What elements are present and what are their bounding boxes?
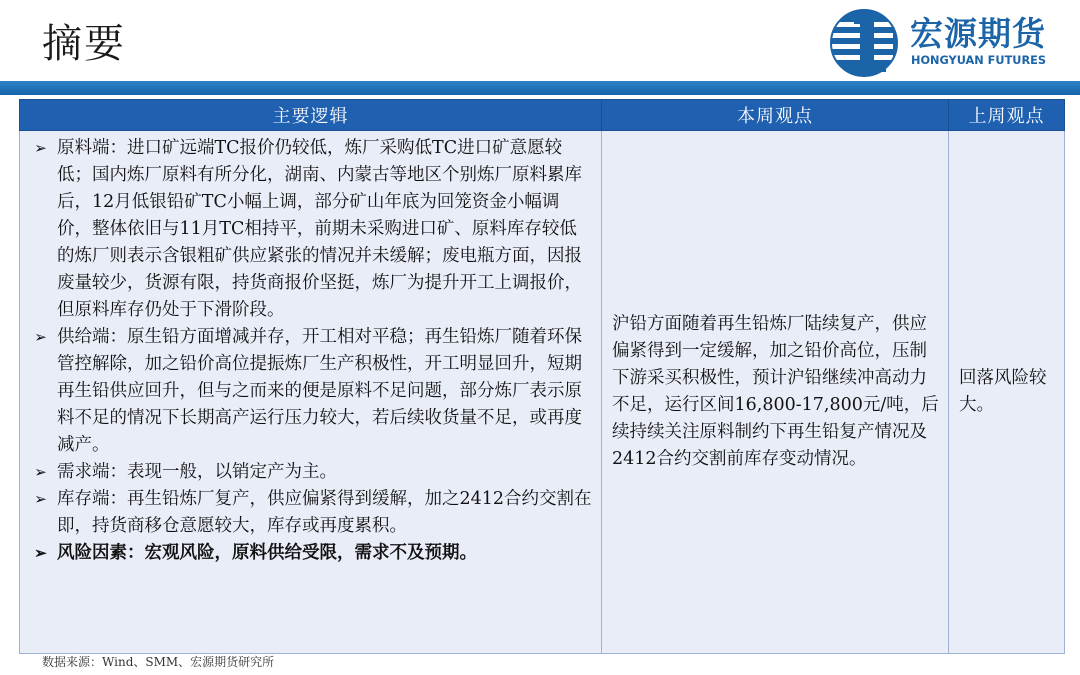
header-this-week-view: 本周观点	[602, 100, 949, 131]
logic-item-inventory	[24, 486, 593, 540]
page-title: 摘要	[42, 21, 126, 67]
logic-text-inventory: 库存端：再生铅炼厂复产，供应偏紧得到缓解，加之2412合约交割在即，持货商移仓意愿较大，库存或再度累积。	[57, 489, 592, 536]
last-week-view-cell: 回落风险较大。	[949, 131, 1065, 654]
arrow-bullet-icon: ➢	[34, 490, 47, 508]
logo-english-name: HONGYUAN FUTURES	[911, 54, 1046, 67]
table-row	[20, 131, 1065, 654]
summary-table	[19, 99, 1065, 654]
header-band	[0, 81, 1080, 95]
logic-item-risk	[24, 540, 593, 567]
logo-chinese-name: 宏源期货	[910, 14, 1046, 53]
header-main-logic: 主要逻辑	[20, 100, 602, 131]
logic-item-supply	[24, 324, 593, 459]
arrow-bullet-icon: ➢	[34, 139, 47, 157]
logic-item-demand	[24, 459, 593, 486]
logic-text-risk: 风险因素：宏观风险，原料供给受限，需求不及预期。	[57, 543, 477, 563]
main-logic-cell	[20, 131, 602, 654]
table-header-row	[20, 100, 1065, 131]
header-band-divider	[0, 95, 1080, 98]
header-last-week-view: 上周观点	[949, 100, 1065, 131]
hongyuan-logo-icon	[828, 8, 902, 78]
company-logo	[828, 8, 1073, 78]
arrow-bullet-icon: ➢	[34, 544, 47, 562]
data-source-note: 数据来源：Wind、SMM、宏源期货研究所	[42, 655, 275, 669]
this-week-view-cell: 沪铅方面随着再生铅炼厂陆续复产，供应偏紧得到一定缓解，加之铅价高位，压制下游采买积极性，预计沪铅继续冲高动力不足，运行区间16,800-17,800元/吨，后续持续关注原料制约下再生铅复产情况及2412合约交割前库存变动情况。	[602, 131, 949, 654]
logic-text-raw-materials: 原料端：进口矿远端TC报价仍较低，炼厂采购低TC进口矿意愿较低；国内炼厂原料有所分化，湖南、内蒙古等地区个别炼厂原料累库后，12月低银铅矿TC小幅上调，部分矿山年底为回笼资金小幅调价，整体依旧与11月TC相持平，前期未采购进口矿、原料库存较低的炼厂则表示含银粗矿供应紧张的情况并未缓解；废电瓶方面，因报废量较少，货源有限，持货商报价坚挺，炼厂为提升开工上调报价，但原料库存仍处于下滑阶段。	[57, 138, 582, 320]
arrow-bullet-icon: ➢	[34, 463, 47, 481]
logic-text-demand: 需求端：表现一般，以销定产为主。	[57, 462, 337, 482]
logic-item-raw-materials	[24, 135, 593, 324]
logic-text-supply: 供给端：原生铅方面增减并存，开工相对平稳；再生铅炼厂随着环保管控解除，加之铅价高位提振炼厂生产积极性，开工明显回升，短期再生铅供应回升，但与之而来的便是原料不足问题，部分炼厂表示原料不足的情况下长期高产运行压力较大，若后续收货量不足，或再度减产。	[57, 327, 582, 455]
arrow-bullet-icon: ➢	[34, 328, 47, 346]
